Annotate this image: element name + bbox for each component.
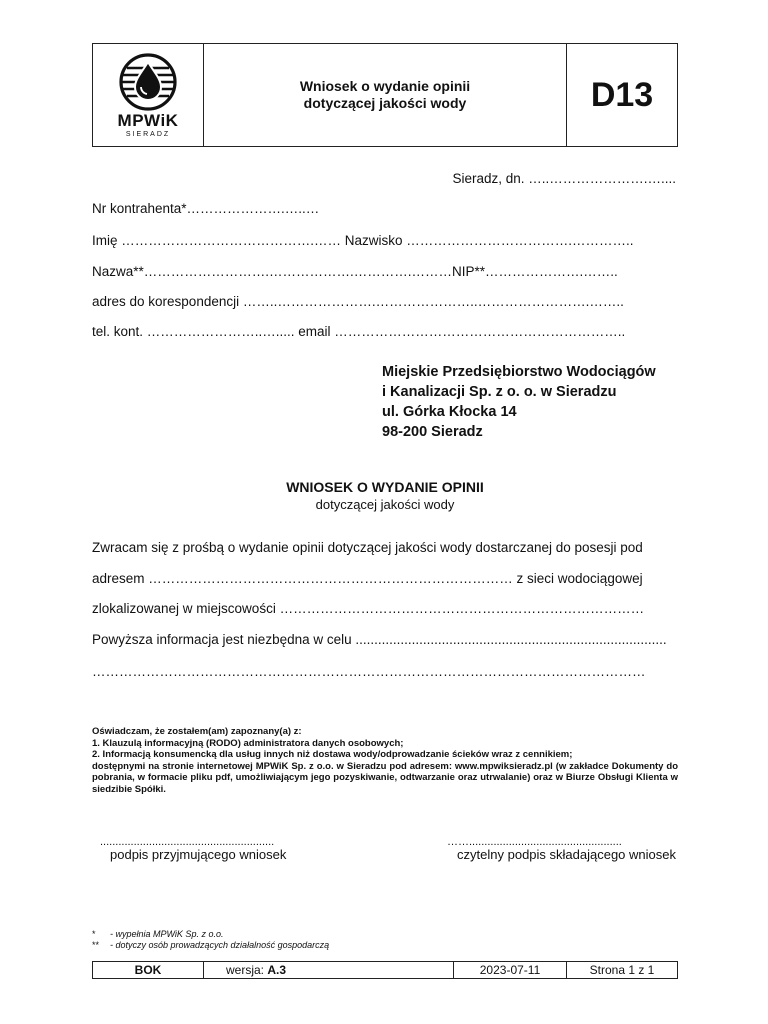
contractor-number-field[interactable]: Nr kontrahenta*………………….…..… — [92, 201, 320, 216]
correspondence-address-field[interactable]: adres do korespondencji ……..………………….…………………..…………………….…….. — [92, 294, 624, 309]
phone-email-field[interactable]: tel. kont. ……………………..…..... email ……………………………………………………….. — [92, 324, 626, 339]
declaration-item: 1. Klauzulą informacyjną (RODO) administratora danych osobowych; — [92, 737, 404, 749]
signature-line-left[interactable]: ......................................................... — [100, 836, 275, 848]
document-header — [92, 43, 678, 147]
request-paragraph: Zwracam się z prośbą o wydanie opinii dotyczącej jakości wody dostarczanej do posesji pod — [92, 540, 643, 555]
declaration-item: 2. Informacją konsumencką dla usług innych niż dostawa wody/odprowadzanie ścieków wraz z cennikiem; — [92, 749, 573, 760]
recipient-line: Miejskie Przedsiębiorstwo Wodociągów — [382, 364, 656, 380]
title-line-2: dotyczącej jakości wody — [303, 95, 467, 111]
recipient-line: i Kanalizacji Sp. z o. o. w Sieradzu — [382, 384, 617, 400]
footer-version — [204, 962, 454, 978]
request-title: WNIOSEK O WYDANIE OPINII — [286, 479, 484, 495]
footer-page-number: Strona 1 z 1 — [589, 963, 655, 977]
declaration — [92, 726, 678, 795]
company-nip-field[interactable]: Nazwa**……………………….……………….………….………NIP**………………….…….. — [92, 264, 618, 279]
logo-text: MPWiK — [117, 111, 179, 130]
signature-label-left: podpis przyjmującego wniosek — [110, 847, 287, 862]
property-address-field[interactable]: adresem ……………………………………………………………………… z sieci wodociągowej — [92, 571, 643, 586]
locality-field[interactable]: zlokalizowanej w miejscowości ……………………………………………………………………… — [92, 601, 645, 616]
recipient-line: 98-200 Sieradz — [382, 424, 483, 440]
recipient-line: ul. Górka Kłocka 14 — [382, 404, 517, 420]
version-value: A.3 — [267, 963, 287, 977]
signature-line-right[interactable]: …….................................................. — [447, 836, 622, 848]
document-footer — [92, 961, 678, 979]
declaration-text: dostępnymi na stronie internetowej MPWiK Sp. z o.o. w Sieradzu pod adresem: www.mpwiksieradz.pl (w zakładce Dokumenty do pobrania, w formacie pliku pdf, umożliwiającym jego pozyskiwanie, odtwarzanie oraz utrwalanie) oraz w Biurze Obsługi Klienta w siedzibie Spółki. — [92, 760, 678, 795]
document-code: D13 — [590, 75, 654, 114]
document-title — [204, 44, 567, 146]
version-label: wersja: — [226, 963, 265, 977]
footer-date: 2023-07-11 — [454, 962, 567, 978]
name-surname-field[interactable]: Imię …………………………………….…… Nazwisko ……………………………….………….. — [92, 233, 634, 248]
request-subtitle: dotyczącej jakości wody — [315, 497, 455, 512]
footnote-text: - dotyczy osób prowadzących działalność gospodarczą — [110, 940, 330, 950]
mpwik-logo-icon — [115, 53, 181, 111]
request-heading — [92, 479, 678, 512]
logo-subtitle: SIERADZ — [125, 131, 171, 138]
footer-department: BOK — [93, 962, 204, 978]
purpose-field[interactable]: Powyższa informacja jest niezbędna w celu ................................................................................... — [92, 632, 667, 647]
date-field[interactable]: Sieradz, dn. …..………………….….... — [452, 171, 676, 186]
declaration-intro: Oświadczam, że zostałem(am) zapoznany(a) z: — [92, 726, 302, 737]
recipient-address — [382, 362, 656, 442]
footnote-mark: * — [92, 929, 96, 939]
footnotes — [92, 929, 329, 951]
title-line-1: Wniosek o wydanie opinii — [299, 78, 471, 94]
footnote-mark: ** — [92, 940, 100, 950]
footnote-text: - wypełnia MPWiK Sp. z o.o. — [110, 929, 224, 939]
signature-label-right: czytelny podpis składającego wniosek — [457, 847, 676, 862]
logo-cell — [93, 44, 204, 146]
purpose-field-continued[interactable]: …………………………………………………………………………………………………………… — [92, 664, 646, 679]
